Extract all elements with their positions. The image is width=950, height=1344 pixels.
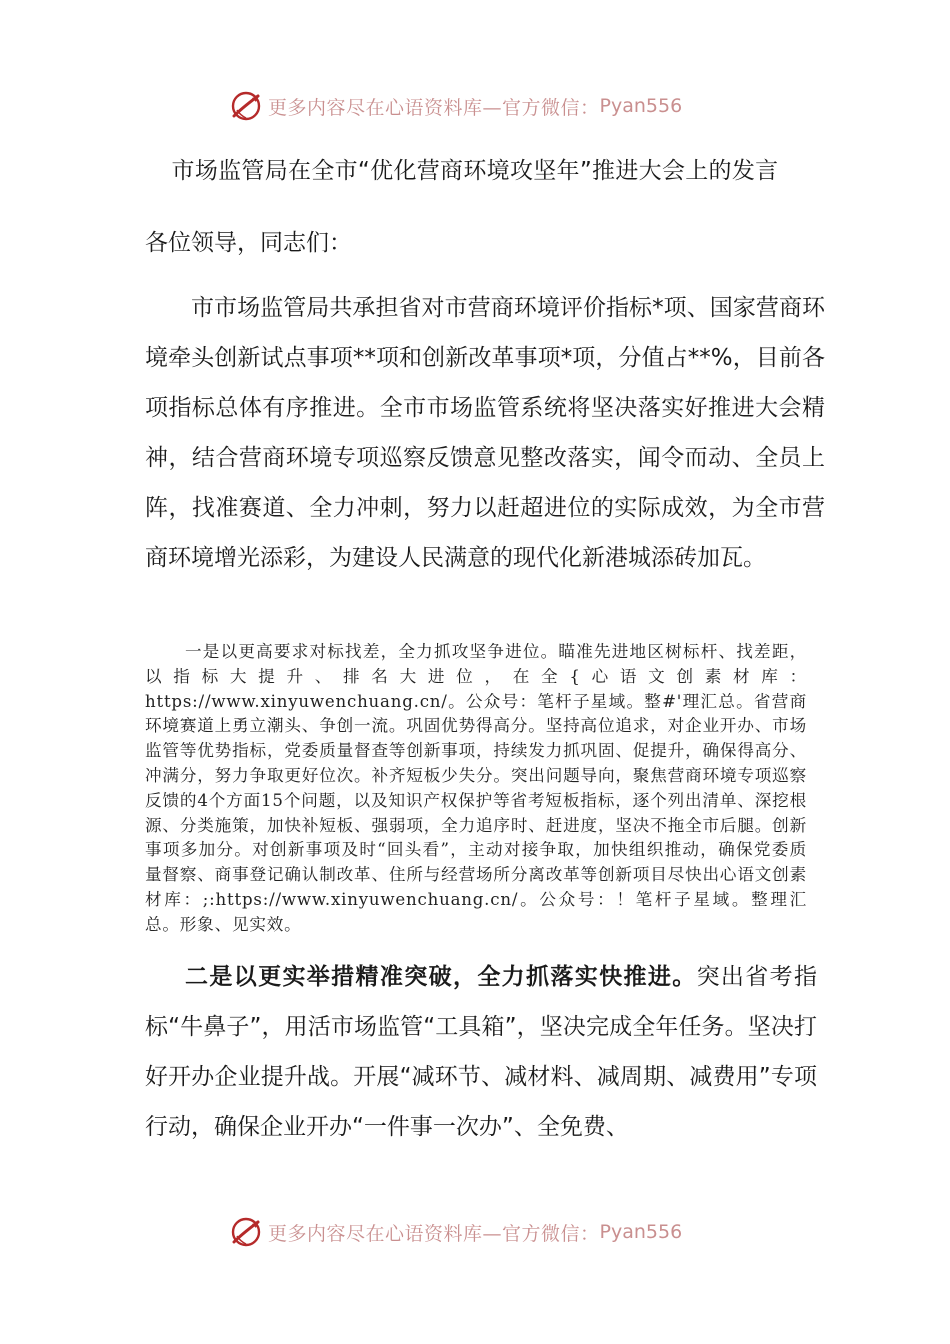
header-banner bbox=[0, 86, 950, 126]
paragraph-2: 一是以更高要求对标找差，全力抓攻坚争进位。瞄准先进地区树标杆、找差距，以指标大提升、排名大进位，在全{心语文创素材库：https://www.xinyuwenchuang.cn/。公众号：笔杆子星域。整#'理汇总。省营商环境赛道上勇立潮头、争创一流。巩固优势得高分。坚持高位追求，对企业开办、市场监管等优势指标，党委质量督查等创新事项，持续发力抓巩固、促提升，确保得高分、冲满分，努力争取更好位次。补齐短板少失分。突出问题导向，聚焦营商环境专项巡察反馈的4个方面15个问题，以及知识产权保护等省考短板指标，逐个列出清单、深挖根源、分类施策，加快补短板、强弱项，全力追序时、赶进度，坚决不拖全市后腿。创新事项多加分。对创新事项及时“回头看”，主动对接争取，加快组织推动，确保党委质量督察、商事登记确认制改革、住所与经营场所分离改革等创新项目尽快出心语文创素材库：;:https://www.xinyuwenchuang.cn/。公众号：！笔杆子星域。整理汇总。形象、见实效。 bbox=[145, 642, 807, 934]
pen-logo-icon bbox=[228, 1214, 264, 1250]
paragraph-3 bbox=[145, 952, 817, 1152]
paragraph-3-body: 突出省考指标“牛鼻子”，用活市场监管“工具箱”，坚决完成全年任务。坚决打好开办企业提升战。开展“减环节、减材料、减周期、减费用”专项行动，确保企业开办“一件事一次办”、全免费、 bbox=[145, 964, 818, 1140]
footer-banner bbox=[0, 1212, 950, 1252]
wechat-id: Pyan556 bbox=[599, 95, 683, 117]
greeting: 各位领导，同志们： bbox=[145, 230, 352, 256]
paragraph-3-lead: 二是以更实举措精准突破，全力抓落实快推进。 bbox=[185, 964, 697, 990]
banner-text: 更多内容尽在心语资料库—官方微信： bbox=[268, 96, 600, 119]
banner-text: 更多内容尽在心语资料库—官方微信： bbox=[268, 1222, 600, 1245]
document-title: 市场监管局在全市“优化营商环境攻坚年”推进大会上的发言 bbox=[171, 158, 779, 184]
wechat-id: Pyan556 bbox=[599, 1221, 683, 1243]
pen-logo-icon bbox=[228, 88, 264, 124]
paragraph-1: 市市场监管局共承担省对市营商环境评价指标*项、国家营商环境牵头创新试点事项**项和创新改革事项*项，分值占**%，目前各项指标总体有序推进。全市市场监管系统将坚决落实好推进大会精神，结合营商环境专项巡察反馈意见整改落实，闻令而动、全员上阵，找准赛道、全力冲刺，努力以赶超进位的实际成效，为全市营商环境增光添彩，为建设人民满意的现代化新港城添砖加瓦。 bbox=[145, 295, 825, 571]
